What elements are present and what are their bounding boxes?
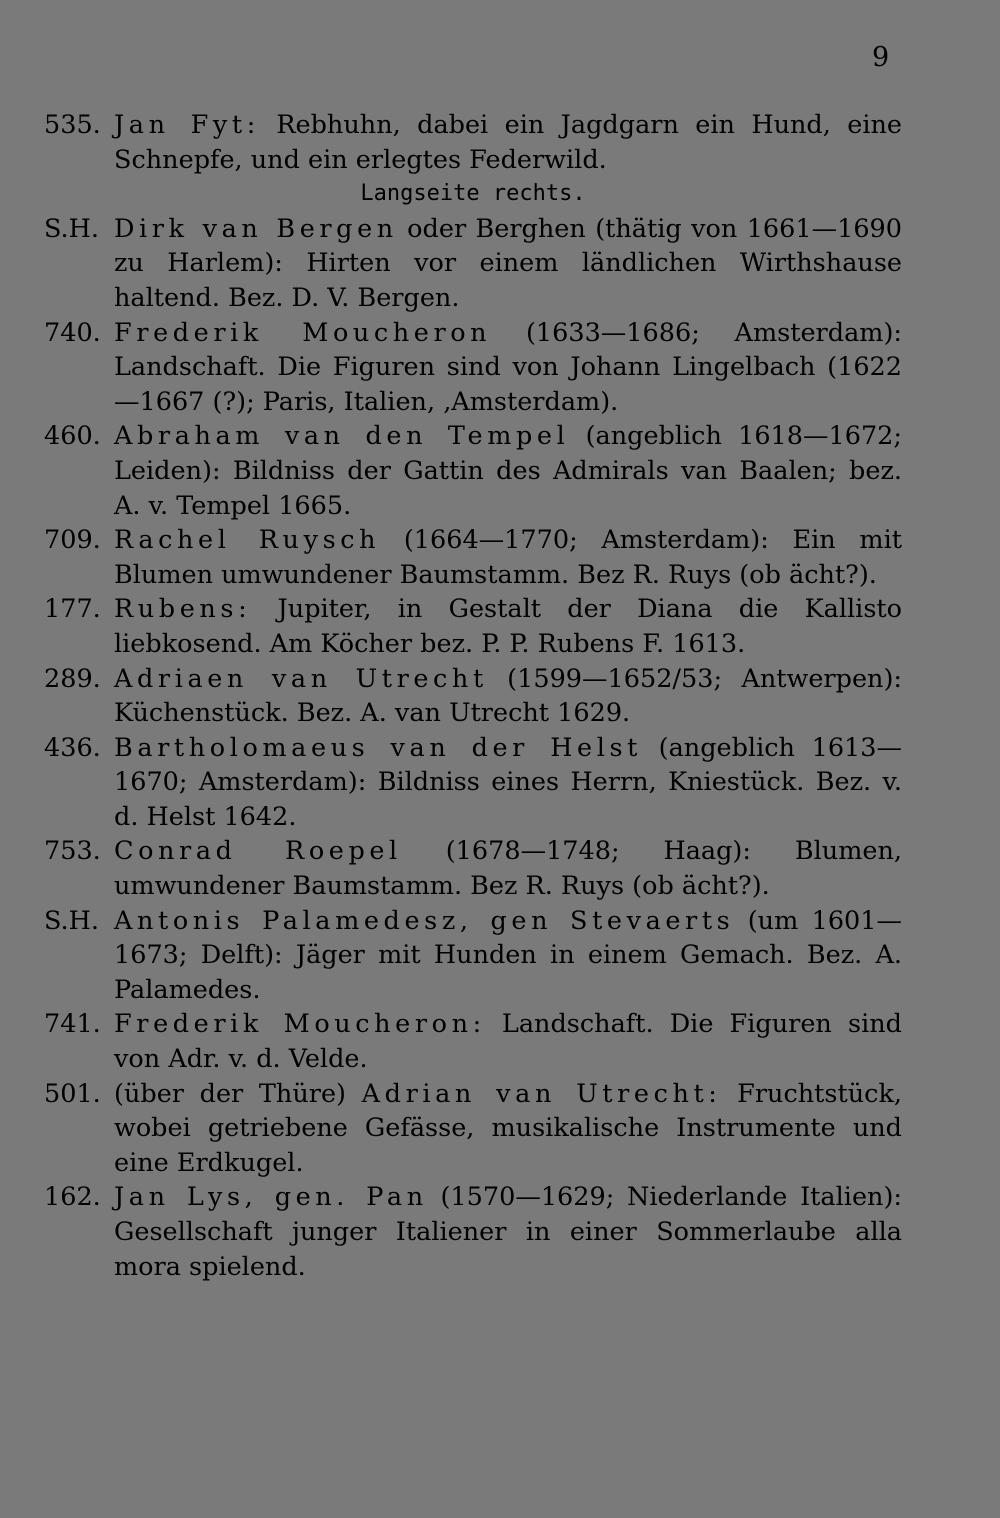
entry-text xyxy=(114,592,902,661)
entry-number: 709. xyxy=(44,525,101,556)
artist-name: Frederik Moucheron xyxy=(114,317,492,348)
catalogue-entry xyxy=(44,419,902,523)
artist-name: Conrad Roepel xyxy=(114,836,402,867)
artist-name: Dirk van Bergen xyxy=(114,213,398,244)
entry-text xyxy=(114,834,902,903)
entry-location-note: (über der Thüre) xyxy=(114,1078,346,1109)
catalogue-entries xyxy=(44,108,902,1284)
catalogue-entry xyxy=(44,1180,902,1284)
entry-text xyxy=(114,419,902,523)
entry-description: (1633—1686; Amsterdam): Landschaft. Die Figuren sind von Johann Lingelbach (1622—1667 (?); Paris, Italien, ‚Amsterdam). xyxy=(114,317,902,417)
artist-name: Antonis Palamedesz, gen Stevaerts xyxy=(114,905,735,936)
entry-description: Fruchtstück, wobei getriebene Gefässe, musikalische Instrumente und eine Erdkugel. xyxy=(114,1078,903,1178)
entry-text xyxy=(114,212,902,316)
entry-text xyxy=(114,1007,902,1076)
artist-name: Rubens: xyxy=(114,594,252,625)
entry-number: 753. xyxy=(44,836,101,867)
entry-number: 162. xyxy=(44,1182,101,1213)
entry-description: (um 1601—1673; Delft): Jäger mit Hunden in einem Gemach. Bez. A. Palamedes. xyxy=(114,905,902,1005)
artist-name: Jan Fyt: xyxy=(114,110,260,140)
catalogue-entry xyxy=(44,904,902,1008)
artist-name: Rachel Ruysch xyxy=(114,525,381,556)
entry-description: Rebhuhn, dabei ein Jagdgarn ein Hund, eine Schnepfe, und ein erlegtes Federwild. xyxy=(114,110,903,175)
entry-number: S.H. xyxy=(44,213,100,244)
catalogue-entry xyxy=(44,662,902,731)
catalogue-entry xyxy=(44,1007,902,1076)
entry-description: Landschaft. Die Figuren sind von Adr. v. d. Velde. xyxy=(114,1009,902,1075)
entry-description: (angeblich 1618—1672; Leiden): Bildniss der Gattin des Admirals van Baalen; bez. A. v. Tempel 1665. xyxy=(114,421,902,521)
catalogue-entry xyxy=(44,108,902,177)
catalogue-entry xyxy=(44,834,902,903)
entry-text xyxy=(114,1180,902,1284)
entry-description: (1599—1652/53; Antwerpen): Küchenstück. Bez. A. van Utrecht 1629. xyxy=(114,663,902,729)
entry-description: oder Berghen (thätig von 1661—1690 zu Harlem): Hirten vor einem ländlichen Wirthshause haltend. Bez. D. V. Bergen. xyxy=(114,213,902,313)
entry-number: 501. xyxy=(44,1078,101,1109)
entry-text xyxy=(114,662,902,731)
entry-number: 460. xyxy=(44,421,101,452)
artist-name: Frederik Moucheron: xyxy=(114,1009,486,1040)
entry-number: S.H. xyxy=(44,905,100,936)
catalogue-entry xyxy=(44,212,902,316)
catalogue-entry xyxy=(44,523,902,592)
entry-number: 741. xyxy=(44,1009,101,1040)
entry-text xyxy=(114,904,902,1008)
entry-text xyxy=(114,523,902,592)
entry-description: (1678—1748; Haag): Blumen, umwundener Baumstamm. Bez R. Ruys (ob ächt?). xyxy=(114,836,902,902)
entry-text xyxy=(114,316,902,420)
entry-number: 436. xyxy=(44,732,101,763)
catalogue-entry xyxy=(44,316,902,420)
entry-text xyxy=(114,1077,902,1181)
section-note: Langseite rechts. xyxy=(360,181,586,207)
entry-number: 289. xyxy=(44,663,101,694)
artist-name: Jan Lys, gen. Pan xyxy=(114,1182,428,1213)
entry-description: Jupiter, in Gestalt der Diana die Kallisto liebkosend. Am Köcher bez. P. P. Rubens F. 1613. xyxy=(114,594,903,659)
entry-description: (1570—1629; Niederlande Italien): Gesellschaft junger Italiener in einer Sommerlaube alla mora spielend. xyxy=(114,1182,902,1282)
entry-number: 740. xyxy=(44,317,101,348)
catalogue-entry xyxy=(44,592,902,661)
artist-name: Bartholomaeus van der Helst xyxy=(114,732,642,763)
entry-description: (1664—1770; Amsterdam): Ein mit Blumen umwundener Baumstamm. Bez R. Ruys (ob ächt?). xyxy=(114,525,902,590)
entry-text xyxy=(114,731,902,835)
catalogue-entry xyxy=(44,731,902,835)
page-number: 9 xyxy=(872,42,890,73)
entry-number: 177. xyxy=(44,594,101,625)
artist-name: Adrian van Utrecht: xyxy=(361,1078,722,1109)
entry-number: 535. xyxy=(44,110,101,140)
entry-description: (angeblich 1613—1670; Amsterdam): Bildniss eines Herrn, Kniestück. Bez. v. d. Helst 1642. xyxy=(114,732,902,832)
entry-text xyxy=(114,108,902,177)
catalogue-entry xyxy=(44,1077,902,1181)
artist-name: Abraham van den Tempel xyxy=(114,421,570,452)
artist-name: Adriaen van Utrecht xyxy=(114,663,488,694)
